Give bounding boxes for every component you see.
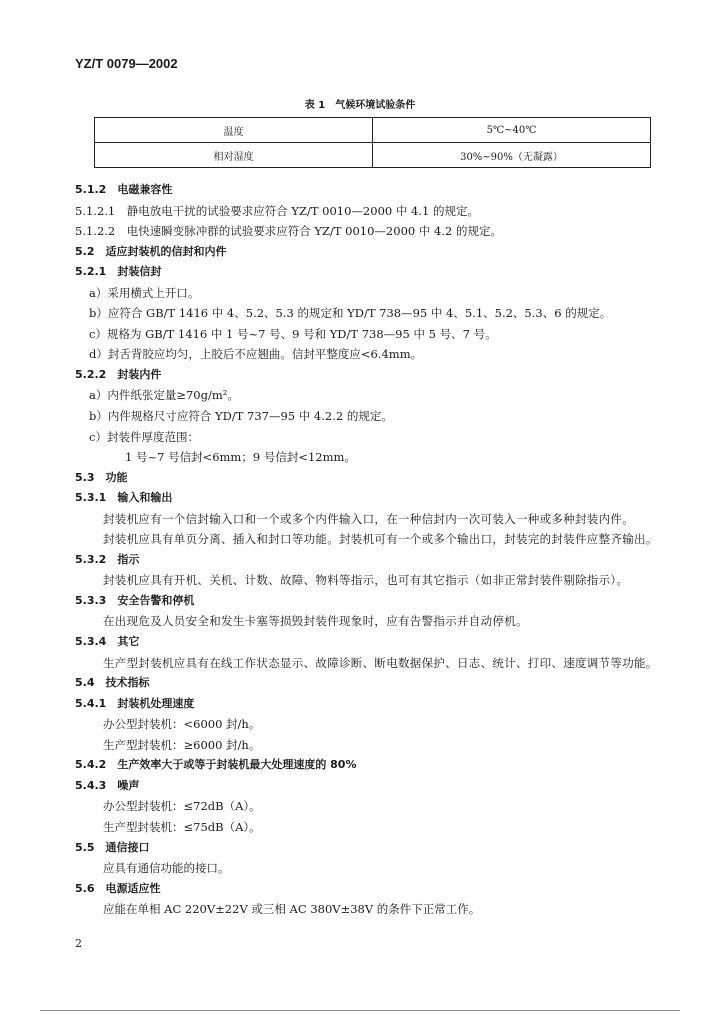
- section-heading: 5.3.4 其它: [75, 635, 140, 649]
- list-item: a）采用横式上开口。: [89, 285, 200, 300]
- section-heading: 5.3 功能: [75, 470, 128, 484]
- body-line: 应具有通信功能的接口。: [103, 861, 230, 876]
- section-heading: 5.2.2 封装内件: [75, 367, 162, 381]
- section-heading: 5.3.3 安全告警和停机: [75, 593, 195, 607]
- table-title: 表 1 气候环境试验条件: [304, 100, 416, 111]
- body-line: 生产型封装机：≥6000 封/h。: [103, 737, 261, 752]
- page-number: 2: [75, 937, 82, 950]
- body-line: 办公型封装机：<6000 封/h。: [103, 717, 261, 732]
- section-heading: 5.6 电源适应性: [75, 881, 161, 895]
- list-item: c）规格为 GB/T 1416 中 1 号~7 号、9 号和 YD/T 738—95 中 5 号、7 号。: [89, 326, 497, 341]
- section-heading: 5.4.3 噪声: [75, 778, 140, 792]
- section-heading: 5.5 通信接口: [75, 840, 150, 854]
- body-line: 5.1.2.2 电快速瞬变脉冲群的试验要求应符合 YZ/T 0010—2000 中 4.2 的规定。: [75, 224, 502, 239]
- body-line: 5.1.2.1 静电放电干扰的试验要求应符合 YZ/T 0010—2000 中 4.1 的规定。: [75, 203, 479, 218]
- list-item: b）内件规格尺寸应符合 YD/T 737—95 中 4.2.2 的规定。: [89, 409, 393, 424]
- table-cell-value: 30%~90%（无凝露）: [373, 143, 651, 168]
- body-line: 办公型封装机：≤72dB（A）。: [103, 799, 261, 814]
- body-line: 1 号~7 号信封<6mm；9 号信封<12mm。: [125, 450, 356, 465]
- table-cell-value: 5℃~40℃: [373, 118, 651, 143]
- body-line: 生产型封装机：≤75dB（A）。: [103, 819, 261, 834]
- paragraph: 封装机应具有开机、关机、计数、故障、物料等指示，也可有其它指示（如非正常封装件剔除指示）。: [103, 573, 629, 588]
- paragraph: 生产型封装机应具有在线工作状态显示、故障诊断、断电数据保护、日志、统计、打印、速度调节等功能。: [103, 655, 658, 670]
- section-heading: 5.3.1 输入和输出: [75, 491, 173, 505]
- footer-rule: [40, 1010, 680, 1011]
- table-row: [95, 143, 651, 168]
- list-item: c）封装件厚度范围：: [89, 429, 199, 444]
- table-cell-label: 温度: [95, 118, 373, 143]
- list-item: a）内件纸张定量≥70g/m²。: [89, 388, 239, 403]
- section-heading: 5.3.2 指示: [75, 552, 140, 566]
- table-cell-label: 相对湿度: [95, 143, 373, 168]
- paragraph: 封装机应具有单页分离、插入和封口等功能。封装机可有一个或多个输出口，封装完的封装件应整齐输出。: [103, 532, 658, 547]
- document-body: [75, 180, 685, 920]
- climate-conditions-table: [94, 117, 651, 168]
- section-heading: 5.4.2 生产效率大于或等于封装机最大处理速度的 80%: [75, 758, 357, 772]
- section-heading: 5.2.1 封装信封: [75, 265, 162, 279]
- document-code: YZ/T 0079—2002: [75, 56, 178, 71]
- paragraph: 在出现危及人员安全和发生卡塞等损毁封装件现象时，应有告警指示并自动停机。: [103, 614, 528, 629]
- section-heading: 5.1.2 电磁兼容性: [75, 183, 173, 196]
- paragraph: 封装机应有一个信封输入口和一个或多个内件输入口，在一种信封内一次可装入一种或多种封装内件。: [103, 511, 634, 526]
- section-heading: 5.2 适应封装机的信封和内件: [75, 244, 227, 258]
- table-row: [95, 118, 651, 143]
- section-heading: 5.4 技术指标: [75, 676, 150, 690]
- section-heading: 5.4.1 封装机处理速度: [75, 696, 195, 710]
- body-line: 应能在单相 AC 220V±22V 或三相 AC 380V±38V 的条件下正常工作。: [103, 902, 481, 917]
- list-item: d）封舌背胶应均匀，上胶后不应翘曲。信封平整度应<6.4mm。: [89, 347, 423, 362]
- list-item: b）应符合 GB/T 1416 中 4、5.2、5.3 的规定和 YD/T 738—95 中 4、5.1、5.2、5.3、6 的规定。: [89, 306, 612, 321]
